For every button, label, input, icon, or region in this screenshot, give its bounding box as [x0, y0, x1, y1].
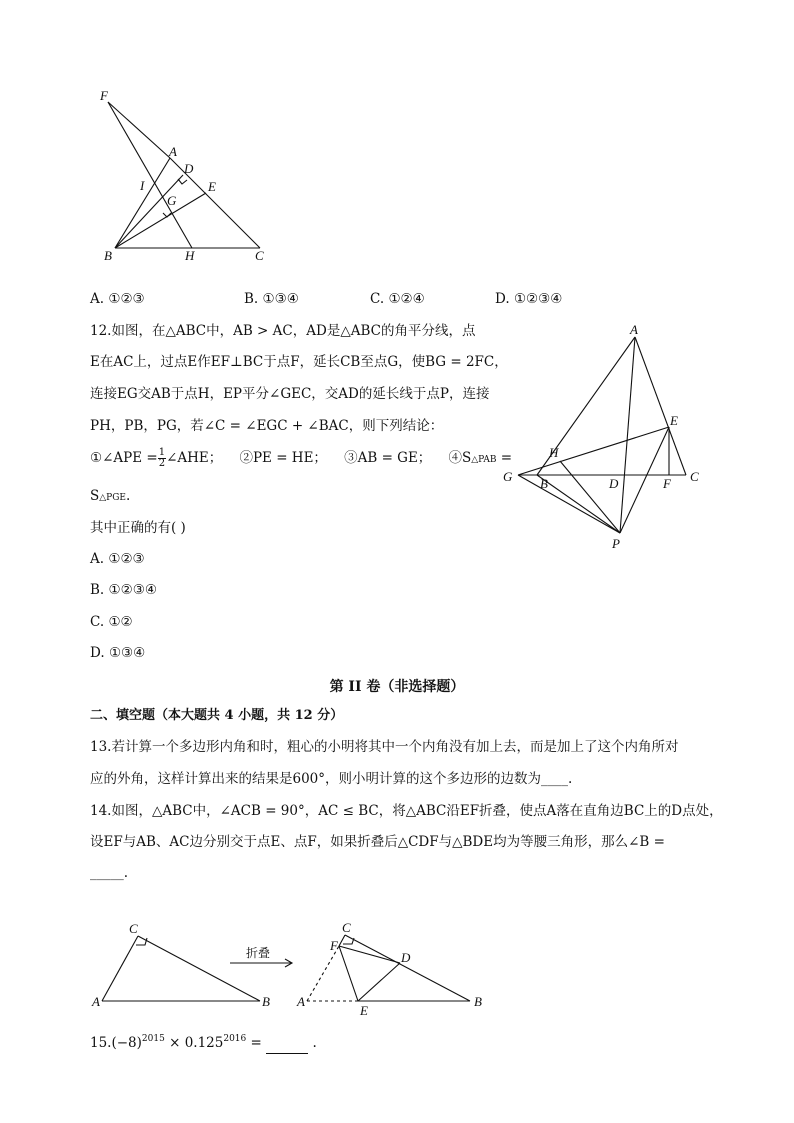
option-letter: D.	[90, 645, 105, 661]
q13-line-2: 应的外角，这样计算出来的结果是600°，则小明计算的这个多边形的边数为____.	[90, 771, 573, 787]
q15-exponent-1: 2015	[141, 1034, 165, 1044]
fig11-label-D: D	[184, 161, 194, 176]
conclusion-3: ③AB = GE；	[344, 450, 432, 466]
fig12-label-C: C	[690, 469, 699, 484]
q11-option-a[interactable]	[90, 289, 145, 309]
fig11-label-G: G	[167, 193, 177, 208]
fig14-left-label-A: A	[92, 994, 100, 1009]
subscript: △PAB	[471, 455, 497, 465]
fig12-label-G: G	[503, 469, 513, 484]
option-value: ①③④	[262, 291, 299, 307]
q11-option-c[interactable]	[370, 289, 425, 309]
fig14-right-label-A: A	[297, 994, 305, 1009]
part-ii-title: 第 II 卷（非选择题）	[329, 679, 465, 695]
area-symbol: S	[90, 488, 100, 504]
fig11-label-C: C	[255, 248, 264, 263]
q12-option-d[interactable]	[90, 643, 145, 663]
section-2-heading: 二、填空题（本大题共 4 小题，共 12 分）	[90, 708, 344, 723]
option-letter: B.	[244, 291, 259, 307]
fig11-label-I: I	[140, 178, 145, 193]
fig11-label-F: F	[100, 88, 108, 103]
fig14-right-label-D: D	[401, 950, 411, 965]
q15-base-2: × 0.125	[164, 1035, 224, 1051]
q15-expression	[90, 1029, 317, 1054]
q12-conclusions	[90, 448, 512, 470]
fig12-label-P: P	[612, 536, 620, 551]
fig12-label-D: D	[609, 476, 619, 491]
option-letter: C.	[370, 291, 385, 307]
option-value: ①②	[108, 614, 133, 630]
fig14-left-label-B: B	[262, 994, 270, 1009]
q14-line-1: 14.如图，△ABC中，∠ACB = 90°，AC ≤ BC，将△ABC沿EF折叠，使点A落在直角边BC上的D点处，	[90, 803, 723, 819]
option-letter: D.	[495, 291, 510, 307]
conclusion-4-tail: =	[496, 450, 513, 466]
conclusion-1: ①∠APE =	[90, 450, 158, 466]
fraction-half	[158, 448, 166, 469]
q12-option-b[interactable]	[90, 580, 157, 600]
option-letter: C.	[90, 614, 105, 630]
fig11-label-E: E	[208, 179, 216, 194]
fig11-label-H: H	[185, 248, 195, 263]
q12-option-c[interactable]	[90, 612, 133, 632]
fig14-right-label-E: E	[360, 1003, 368, 1018]
q12-line-4: PH，PB，PG，若∠C = ∠EGC + ∠BAC，则下列结论：	[90, 418, 444, 434]
q11-option-b[interactable]	[244, 289, 299, 309]
q12-line-2: E在AC上，过点E作EF⊥BC于点F，延长CB至点G，使BG = 2FC，	[90, 354, 508, 370]
fig11-label-A: A	[169, 144, 177, 159]
fig14-left-label-C: C	[129, 921, 138, 936]
option-value: ①②③	[108, 291, 145, 307]
q14-line-2: 设EF与AB、AC边分别交于点E、点F，如果折叠后△CDF与△BDE均为等腰三角形，那么∠B =	[90, 834, 665, 850]
q12-line-6	[90, 486, 130, 508]
q12-option-a[interactable]	[90, 549, 145, 569]
option-value: ①②③	[108, 551, 145, 567]
fig14-right-label-F: F	[330, 938, 338, 953]
fig12-label-H: H	[549, 445, 559, 460]
q15-answer-blank[interactable]	[266, 1033, 308, 1054]
subscript: △PGE	[99, 493, 126, 503]
fraction-denominator: 2	[158, 458, 166, 469]
fig14-right-label-C: C	[342, 920, 351, 935]
option-letter: A.	[90, 291, 105, 307]
q12-line-3: 连接EG交AB于点H，EP平分∠GEC，交AD的延长线于点P，连接	[90, 386, 490, 402]
option-value: ①②③④	[108, 582, 157, 598]
q12-line-1: 12.如图，在△ABC中，AB > AC，AD是△ABC的角平分线，点	[90, 323, 476, 339]
figure-q14	[90, 915, 500, 1020]
conclusion-4: ④S	[448, 450, 472, 466]
fig12-label-E: E	[670, 413, 678, 428]
fig12-label-A: A	[630, 322, 638, 337]
fig14-right-label-B: B	[474, 994, 482, 1009]
q12-prompt: 其中正确的有( )	[90, 520, 186, 536]
fig12-label-F: F	[663, 476, 671, 491]
q11-option-d[interactable]	[495, 289, 562, 309]
q15-base-1: 15.(−8)	[90, 1035, 142, 1051]
fraction-numerator: 1	[158, 447, 166, 458]
period: .	[126, 488, 131, 504]
option-value: ①③④	[108, 645, 146, 661]
q14-line-3: _____.	[90, 865, 129, 881]
fig11-label-B: B	[104, 248, 112, 263]
q15-equals: =	[246, 1035, 267, 1051]
q15-exponent-2: 2016	[223, 1034, 247, 1044]
conclusion-2: ②PE = HE；	[239, 450, 327, 466]
fig12-label-B: B	[540, 476, 548, 491]
conclusion-1-tail: ∠AHE；	[166, 450, 223, 466]
option-letter: A.	[90, 551, 105, 567]
figure-q12	[495, 318, 710, 553]
option-value: ①②③④	[513, 291, 563, 307]
figure-q11	[95, 85, 275, 265]
q13-line-1: 13.若计算一个多边形内角和时，粗心的小明将其中一个内角没有加上去，而是加上了这个内角所对	[90, 739, 679, 755]
fold-label: 折叠	[246, 946, 271, 960]
option-letter: B.	[90, 582, 105, 598]
q15-period: .	[312, 1035, 317, 1051]
option-value: ①②④	[388, 291, 425, 307]
